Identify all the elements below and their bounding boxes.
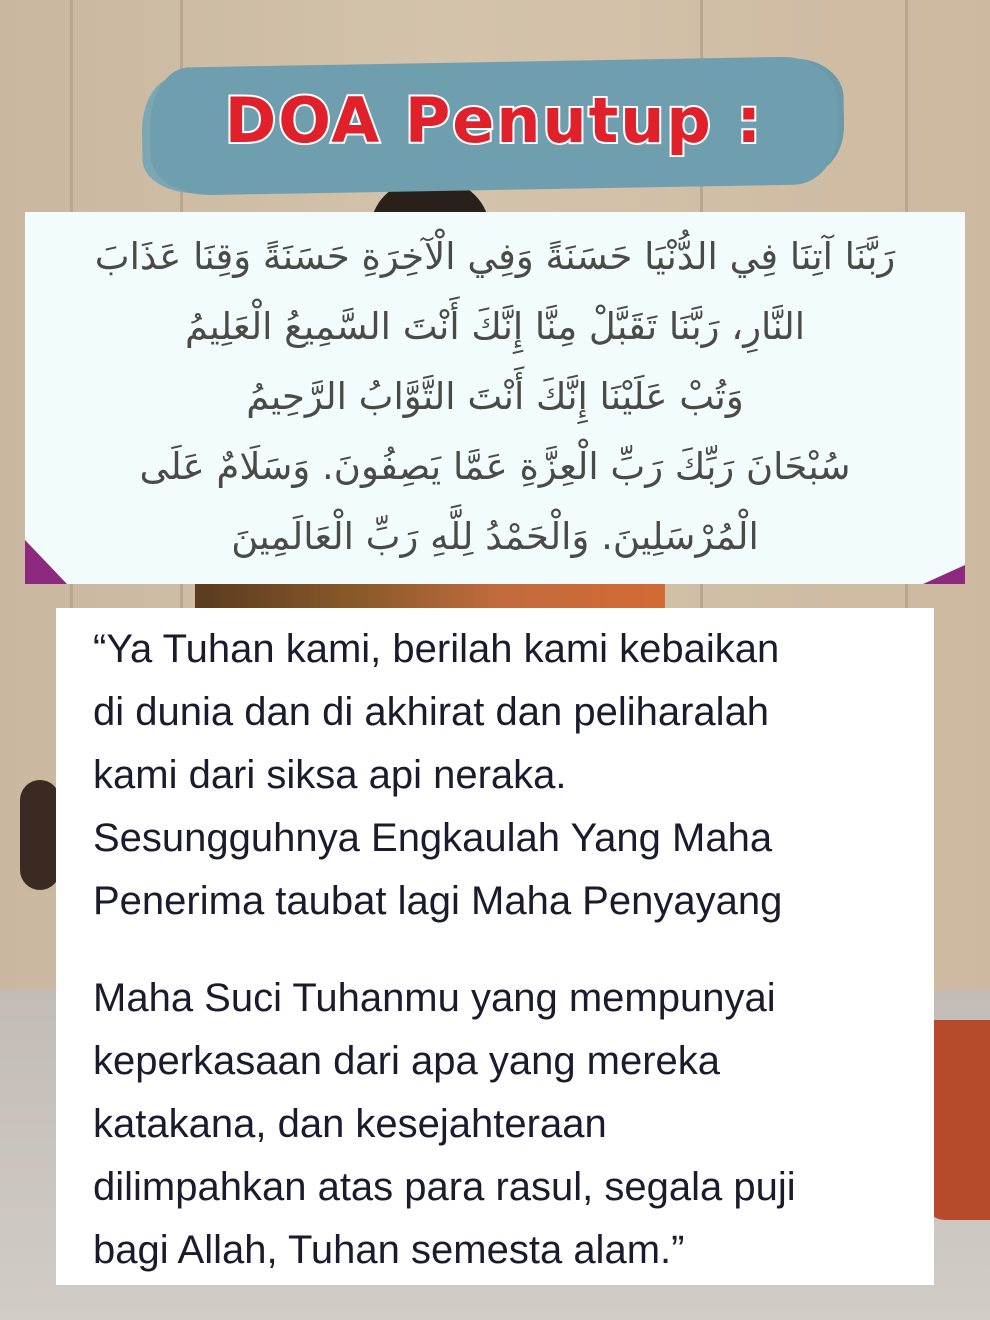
paragraph-gap: [93, 933, 913, 967]
arabic-line: النَّارِ، رَبَّنَا تَقَبَّلْ مِنَّا إِنَّكَ أَنْتَ السَّمِيعُ الْعَلِيمُ: [184, 305, 806, 348]
translation-line: katakana, dan kesejahteraan: [93, 1102, 607, 1146]
translation-line: “Ya Tuhan kami, berilah kami kebaikan: [93, 627, 780, 671]
translation-line: di dunia dan di akhirat dan peliharalah: [93, 690, 770, 734]
page-title: DOA Penutup :: [224, 84, 764, 157]
arabic-line: رَبَّنَا آتِنَا فِي الدُّنْيَا حَسَنَةً وَفِي الْآخِرَةِ حَسَنَةً وَقِنَا عَذَابَ: [94, 235, 896, 278]
translation-line: bagi Allah, Tuhan semesta alam.”: [93, 1228, 685, 1272]
background-chair: [20, 780, 60, 890]
translation-line: kami dari siksa api neraka.: [93, 753, 567, 797]
translation-line: Penerima taubat lagi Maha Penyayang: [93, 879, 783, 923]
background-dress: [925, 1020, 990, 1220]
translation-line: keperkasaan dari apa yang mereka: [93, 1039, 721, 1083]
translation-line: Maha Suci Tuhanmu yang mempunyai: [93, 976, 776, 1020]
arabic-line: سُبْحَانَ رَبِّكَ رَبِّ الْعِزَّةِ عَمَّا يَصِفُونَ. وَسَلَامٌ عَلَى: [139, 445, 851, 488]
translation-text: [93, 618, 913, 1282]
arabic-line: الْمُرْسَلِينَ. وَالْحَمْدُ لِلَّهِ رَبِّ الْعَالَمِينَ: [231, 515, 759, 558]
arabic-line: وَتُبْ عَلَيْنَا إِنَّكَ أَنْتَ التَّوَّابُ الرَّحِيمُ: [246, 375, 744, 418]
translation-line: Sesungguhnya Engkaulah Yang Maha: [93, 816, 773, 860]
translation-line: dilimpahkan atas para rasul, segala puji: [93, 1165, 796, 1209]
arabic-prayer-text: [55, 222, 935, 572]
